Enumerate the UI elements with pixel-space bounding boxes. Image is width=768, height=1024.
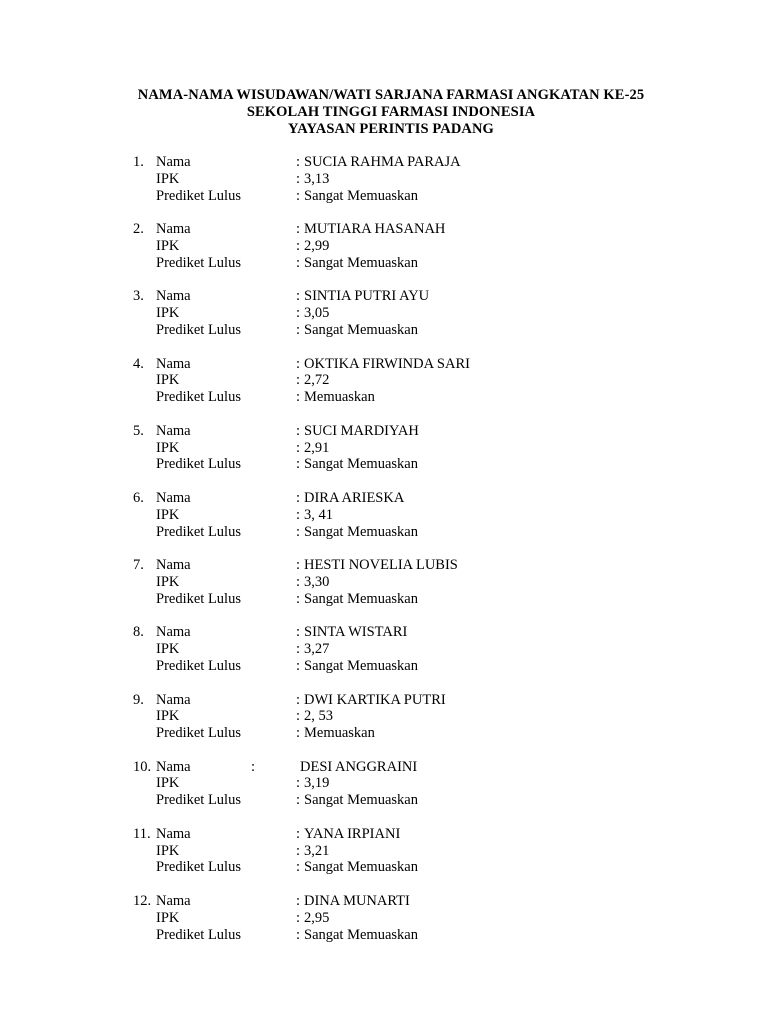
- graduate-list: [0, 154, 768, 960]
- ipk-label: IPK: [156, 439, 180, 456]
- ipk-row: [0, 305, 768, 322]
- name-row: [0, 356, 768, 373]
- entry-number: 7.: [133, 557, 144, 574]
- graduate-entry: [0, 692, 768, 759]
- ipk-value: 3,21: [304, 842, 330, 859]
- name-value: HESTI NOVELIA LUBIS: [304, 557, 458, 574]
- ipk-label: IPK: [156, 170, 180, 187]
- predikat-label: Prediket Lulus: [156, 389, 241, 406]
- predikat-row: [0, 658, 768, 675]
- ipk-row: [0, 440, 768, 457]
- entry-number: 12.: [133, 893, 152, 910]
- colon: :: [296, 389, 301, 406]
- colon: :: [296, 691, 301, 708]
- colon: :: [296, 489, 301, 506]
- predikat-label: Prediket Lulus: [156, 926, 241, 943]
- name-value: DIRA ARIESKA: [304, 489, 405, 506]
- colon: :: [296, 305, 301, 322]
- predikat-value: Sangat Memuaskan: [304, 859, 418, 876]
- predikat-value: Memuaskan: [304, 725, 375, 742]
- colon: :: [296, 859, 301, 876]
- colon: :: [296, 355, 301, 372]
- name-row: [0, 557, 768, 574]
- colon: :: [296, 254, 301, 271]
- ipk-row: [0, 507, 768, 524]
- ipk-row: [0, 708, 768, 725]
- ipk-label: IPK: [156, 237, 180, 254]
- predikat-label: Prediket Lulus: [156, 792, 241, 809]
- name-label: Nama: [156, 422, 191, 439]
- predikat-label: Prediket Lulus: [156, 523, 241, 540]
- colon: :: [296, 288, 301, 305]
- predikat-value: Sangat Memuaskan: [304, 792, 418, 809]
- predikat-row: [0, 859, 768, 876]
- entry-number: 11.: [133, 825, 151, 842]
- ipk-label: IPK: [156, 775, 180, 792]
- colon: :: [296, 825, 301, 842]
- colon: :: [296, 321, 301, 338]
- entry-number: 6.: [133, 489, 144, 506]
- predikat-value: Sangat Memuaskan: [304, 254, 418, 271]
- name-row: [0, 154, 768, 171]
- colon: :: [296, 909, 301, 926]
- predikat-row: [0, 725, 768, 742]
- header-title-line-3: YAYASAN PERINTIS PADANG: [288, 121, 494, 137]
- colon: :: [296, 641, 301, 658]
- name-row: [0, 288, 768, 305]
- graduate-entry: [0, 423, 768, 490]
- colon: :: [296, 557, 301, 574]
- colon: :: [296, 657, 301, 674]
- ipk-row: [0, 238, 768, 255]
- name-row: [0, 624, 768, 641]
- entry-number: 1.: [133, 154, 144, 170]
- predikat-label: Prediket Lulus: [156, 187, 241, 204]
- graduate-entry: [0, 557, 768, 624]
- colon: :: [296, 523, 301, 540]
- ipk-label: IPK: [156, 641, 180, 658]
- graduate-entry: [0, 624, 768, 691]
- ipk-value: 2,72: [304, 372, 330, 389]
- name-row: [0, 692, 768, 709]
- entry-number: 3.: [133, 288, 144, 305]
- predikat-row: [0, 389, 768, 406]
- predikat-label: Prediket Lulus: [156, 456, 241, 473]
- ipk-label: IPK: [156, 909, 180, 926]
- name-label: Nama: [156, 221, 191, 238]
- ipk-label: IPK: [156, 573, 180, 590]
- name-value: SINTA WISTARI: [304, 624, 408, 641]
- ipk-row: [0, 372, 768, 389]
- name-label: Nama: [156, 489, 191, 506]
- header-title-line-1: NAMA-NAMA WISUDAWAN/WATI SARJANA FARMASI ANGKATAN KE-25: [137, 87, 645, 103]
- ipk-label: IPK: [156, 708, 180, 725]
- name-row: [0, 490, 768, 507]
- graduate-entry: [0, 759, 768, 826]
- name-row: [0, 221, 768, 238]
- name-row: [0, 826, 768, 843]
- colon: :: [296, 926, 301, 943]
- predikat-label: Prediket Lulus: [156, 725, 241, 742]
- graduate-entry: [0, 221, 768, 288]
- name-value: DWI KARTIKA PUTRI: [304, 691, 446, 708]
- ipk-label: IPK: [156, 305, 180, 322]
- colon: :: [296, 456, 301, 473]
- entry-number: 2.: [133, 221, 144, 238]
- colon: :: [296, 573, 301, 590]
- predikat-row: [0, 524, 768, 541]
- name-label: Nama: [156, 624, 191, 641]
- entry-number: 4.: [133, 355, 144, 372]
- colon: :: [296, 893, 301, 910]
- ipk-value: 3,30: [304, 573, 330, 590]
- graduate-entry: [0, 356, 768, 423]
- name-row: [0, 423, 768, 440]
- predikat-row: [0, 591, 768, 608]
- ipk-value: 3,13: [304, 170, 330, 187]
- colon: :: [296, 154, 301, 170]
- colon: :: [296, 372, 301, 389]
- colon: :: [296, 170, 301, 187]
- colon: :: [296, 842, 301, 859]
- graduate-entry: [0, 893, 768, 960]
- colon: :: [296, 624, 301, 641]
- name-label: Nama: [156, 893, 191, 910]
- ipk-value: 2,99: [304, 237, 330, 254]
- colon: :: [296, 708, 301, 725]
- predikat-row: [0, 792, 768, 809]
- predikat-value: Memuaskan: [304, 389, 375, 406]
- colon: :: [251, 758, 256, 775]
- name-row: [0, 759, 768, 776]
- ipk-value: 3,05: [304, 305, 330, 322]
- name-value: DESI ANGGRAINI: [300, 758, 418, 775]
- name-value: DINA MUNARTI: [304, 893, 410, 910]
- name-label: Nama: [156, 758, 191, 775]
- predikat-label: Prediket Lulus: [156, 859, 241, 876]
- predikat-row: [0, 255, 768, 272]
- ipk-row: [0, 574, 768, 591]
- ipk-row: [0, 641, 768, 658]
- graduate-entry: [0, 154, 768, 221]
- ipk-row: [0, 910, 768, 927]
- predikat-label: Prediket Lulus: [156, 590, 241, 607]
- colon: :: [296, 775, 301, 792]
- ipk-row: [0, 775, 768, 792]
- ipk-value: 2, 53: [304, 708, 333, 725]
- ipk-value: 3,19: [304, 775, 330, 792]
- colon: :: [296, 422, 301, 439]
- ipk-value: 3, 41: [304, 506, 333, 523]
- predikat-row: [0, 456, 768, 473]
- predikat-value: Sangat Memuaskan: [304, 321, 418, 338]
- name-value: SUCI MARDIYAH: [304, 422, 419, 439]
- predikat-row: [0, 322, 768, 339]
- predikat-value: Sangat Memuaskan: [304, 456, 418, 473]
- entry-number: 5.: [133, 422, 144, 439]
- entry-number: 8.: [133, 624, 144, 641]
- graduate-entry: [0, 490, 768, 557]
- predikat-row: [0, 188, 768, 205]
- ipk-row: [0, 843, 768, 860]
- colon: :: [296, 187, 301, 204]
- ipk-label: IPK: [156, 842, 180, 859]
- name-label: Nama: [156, 557, 191, 574]
- colon: :: [296, 792, 301, 809]
- colon: :: [296, 725, 301, 742]
- name-row: [0, 893, 768, 910]
- graduate-entry: [0, 826, 768, 893]
- name-value: SINTIA PUTRI AYU: [304, 288, 430, 305]
- predikat-value: Sangat Memuaskan: [304, 926, 418, 943]
- predikat-label: Prediket Lulus: [156, 321, 241, 338]
- name-value: MUTIARA HASANAH: [304, 221, 446, 238]
- name-label: Nama: [156, 691, 191, 708]
- predikat-value: Sangat Memuaskan: [304, 187, 418, 204]
- predikat-value: Sangat Memuaskan: [304, 523, 418, 540]
- ipk-value: 3,27: [304, 641, 330, 658]
- colon: :: [296, 590, 301, 607]
- header-title-line-2: SEKOLAH TINGGI FARMASI INDONESIA: [246, 104, 536, 120]
- name-value: YANA IRPIANI: [304, 825, 401, 842]
- name-label: Nama: [156, 288, 191, 305]
- name-label: Nama: [156, 154, 191, 170]
- ipk-row: [0, 171, 768, 188]
- name-label: Nama: [156, 825, 191, 842]
- colon: :: [296, 506, 301, 523]
- predikat-label: Prediket Lulus: [156, 254, 241, 271]
- ipk-value: 2,91: [304, 439, 330, 456]
- ipk-label: IPK: [156, 506, 180, 523]
- predikat-value: Sangat Memuaskan: [304, 590, 418, 607]
- entry-number: 9.: [133, 691, 144, 708]
- predikat-value: Sangat Memuaskan: [304, 657, 418, 674]
- document-header: [0, 87, 768, 138]
- ipk-value: 2,95: [304, 909, 330, 926]
- colon: :: [296, 221, 301, 238]
- name-value: OKTIKA FIRWINDA SARI: [304, 355, 470, 372]
- predikat-label: Prediket Lulus: [156, 657, 241, 674]
- name-value: SUCIA RAHMA PARAJA: [304, 154, 461, 170]
- entry-number: 10.: [133, 758, 152, 775]
- predikat-row: [0, 927, 768, 944]
- name-label: Nama: [156, 355, 191, 372]
- ipk-label: IPK: [156, 372, 180, 389]
- colon: :: [296, 237, 301, 254]
- colon: :: [296, 439, 301, 456]
- graduate-entry: [0, 288, 768, 355]
